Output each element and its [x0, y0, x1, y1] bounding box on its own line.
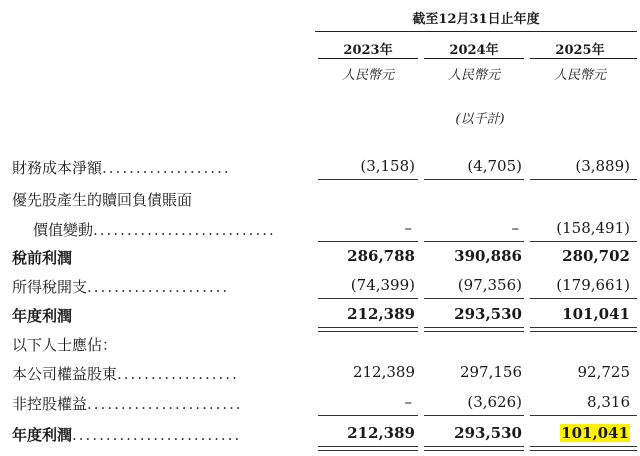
label-text: 價值變動 — [33, 221, 94, 239]
cell-finance-costs-2023: (3,158) — [360, 157, 415, 175]
total-double-rule-2025 — [530, 327, 637, 332]
subtotal-rule-2023 — [318, 241, 418, 242]
cell-pbt-2024: 390,886 — [454, 247, 522, 265]
cell-equity-holders-2024: 297,156 — [459, 363, 522, 381]
subtotal-rule-2025 — [530, 241, 637, 242]
leader-dots: ..................... — [87, 278, 230, 296]
row-label-attributable-to: 以下人士應佔： — [12, 336, 118, 354]
cell-nci-2025: 8,316 — [587, 393, 630, 411]
subtotal-rule-2025 — [530, 298, 637, 299]
cell-equity-holders-2025: 92,725 — [577, 363, 630, 381]
cell-value-change-2025: (158,491) — [556, 219, 630, 237]
year-2024-rule — [424, 58, 524, 59]
label-text: 所得稅開支 — [12, 278, 88, 296]
cell-income-tax-2025: (179,661) — [556, 276, 630, 294]
cell-value-change-2024: – — [511, 219, 519, 237]
cell-profit-total-2025-wrap — [520, 424, 630, 442]
cell-profit-total-2023: 212,389 — [347, 424, 415, 442]
year-2025-header: 2025年 — [555, 43, 605, 58]
thousands-note: (以千計) — [455, 112, 505, 127]
total-double-rule-2023 — [318, 327, 418, 332]
cell-nci-2024: (3,626) — [467, 393, 522, 411]
cell-income-tax-2024: (97,356) — [457, 276, 522, 294]
cell-profit-year-2025: 101,041 — [562, 305, 630, 323]
row-label-profit-for-year: 年度利潤 — [12, 307, 73, 325]
total-double-rule-2024 — [424, 446, 524, 451]
leader-dots: ................... — [102, 159, 231, 177]
cell-profit-year-2024: 293,530 — [454, 305, 522, 323]
unit-2023: 人民幣元 — [341, 68, 394, 83]
cell-nci-2023: – — [404, 393, 412, 411]
total-double-rule-2023 — [318, 446, 418, 451]
row-label-value-change — [33, 219, 313, 240]
cell-profit-total-2024: 293,530 — [454, 424, 522, 442]
header-rule — [315, 31, 637, 32]
label-text: 非控股權益 — [12, 395, 88, 413]
highlighted-value: 101,041 — [561, 424, 629, 442]
year-2023-rule — [318, 58, 418, 59]
row-label-finance-costs — [12, 157, 312, 178]
row-label-preferred-shares: 優先股產生的贖回負債賬面 — [12, 191, 193, 209]
cell-income-tax-2023: (74,399) — [350, 276, 415, 294]
subtotal-rule-2023 — [318, 298, 418, 299]
subtotal-rule-2023 — [318, 415, 418, 416]
total-double-rule-2025 — [530, 446, 637, 451]
cell-equity-holders-2023: 212,389 — [352, 363, 415, 381]
row-label-profit-for-year-total — [12, 424, 312, 445]
subtotal-rule-2024 — [424, 241, 524, 242]
subtotal-rule-2024 — [424, 415, 524, 416]
row-label-non-controlling — [12, 393, 312, 414]
cell-finance-costs-2025: (3,889) — [575, 157, 630, 175]
subtotal-rule-2025 — [530, 179, 637, 180]
row-label-profit-before-tax: 稅前利潤 — [12, 249, 73, 267]
subtotal-rule-2025 — [530, 415, 637, 416]
cell-pbt-2025: 280,702 — [562, 247, 630, 265]
label-text: 財務成本淨額 — [12, 159, 103, 177]
subtotal-rule-2024 — [424, 179, 524, 180]
total-double-rule-2024 — [424, 327, 524, 332]
leader-dots: ....................... — [87, 395, 243, 413]
row-label-equity-shareholders — [12, 363, 312, 384]
row-label-income-tax — [12, 276, 312, 297]
unit-2024: 人民幣元 — [447, 68, 500, 83]
cell-finance-costs-2024: (4,705) — [467, 157, 522, 175]
cell-pbt-2023: 286,788 — [347, 247, 415, 265]
subtotal-rule-2024 — [424, 298, 524, 299]
unit-2025: 人民幣元 — [553, 68, 606, 83]
subtotal-rule-2023 — [318, 179, 418, 180]
label-text: 本公司權益股東 — [12, 365, 118, 383]
period-header: 截至12月31日止年度 — [412, 12, 540, 27]
year-2024-header: 2024年 — [449, 43, 499, 58]
label-text: 年度利潤 — [12, 426, 73, 444]
cell-profit-year-2023: 212,389 — [347, 305, 415, 323]
leader-dots: ......................... — [72, 426, 242, 444]
leader-dots: ........................... — [93, 221, 276, 239]
cell-value-change-2023: – — [404, 219, 412, 237]
year-2025-rule — [530, 58, 637, 59]
year-2023-header: 2023年 — [343, 43, 393, 58]
leader-dots: .................. — [117, 365, 239, 383]
